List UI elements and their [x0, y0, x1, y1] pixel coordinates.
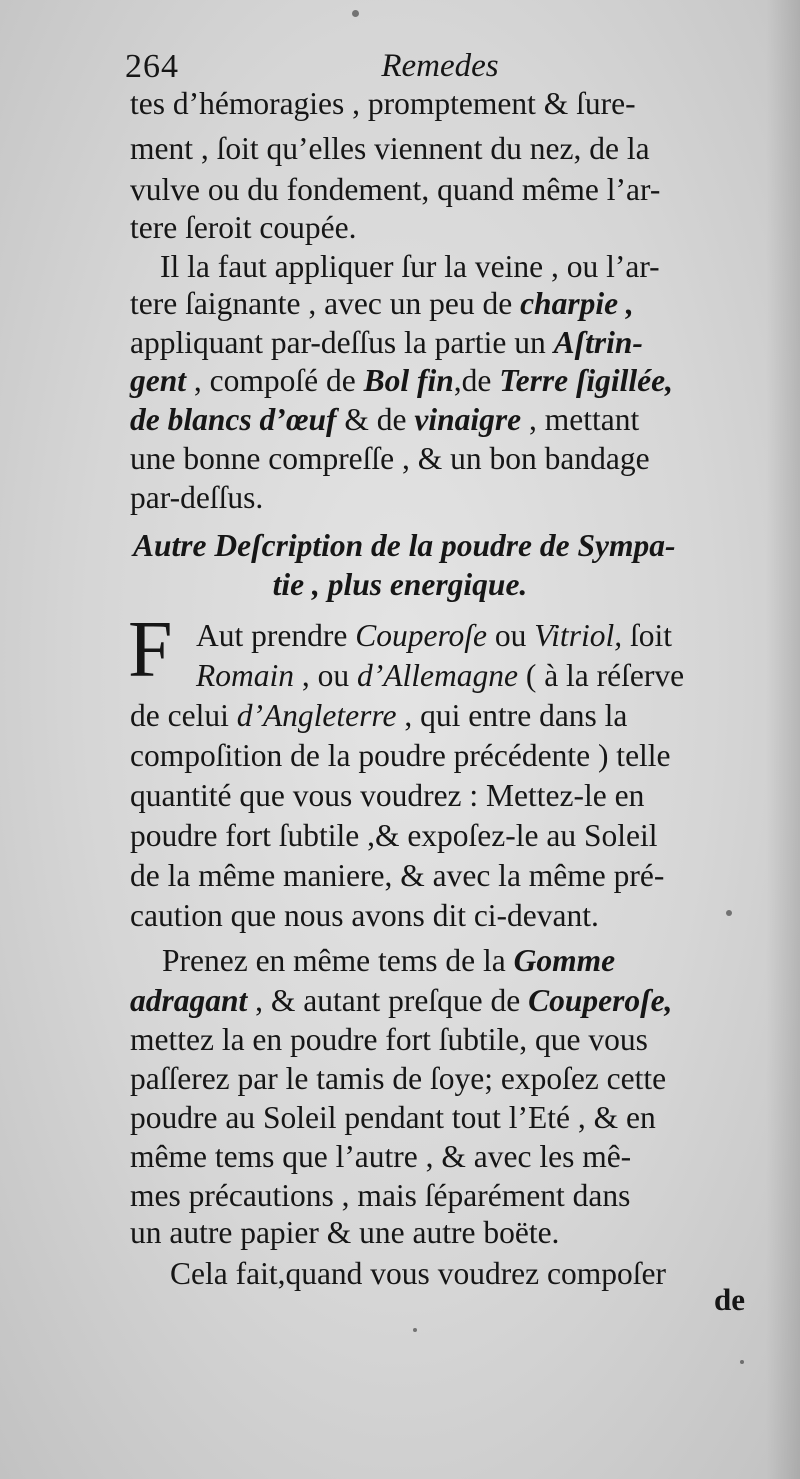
page-number: 264 — [125, 48, 179, 85]
text-line: Aut prendre Couperoſe ou Vitriol, ſoit — [196, 618, 672, 653]
paper-speck — [726, 910, 732, 916]
text-line: Prenez en même tems de la Gomme — [162, 943, 616, 978]
text-line: gent , compoſé de Bol fin,de Terre ſigillée, — [130, 363, 674, 398]
section-heading: tie , plus energique. — [272, 567, 528, 602]
paper-speck — [413, 1328, 417, 1332]
text-line: mettez la en poudre fort ſubtile, que vous — [130, 1022, 648, 1057]
text-line: caution que nous avons dit ci-devant. — [130, 898, 599, 933]
text-line: un autre papier & une autre boëte. — [130, 1215, 560, 1250]
section-heading: Autre Deſcription de la poudre de Sympa- — [133, 528, 676, 563]
text-line: appliquant par-deſſus la partie un Aſtrin- — [130, 325, 643, 360]
text-line: compoſition de la poudre précédente ) telle — [130, 738, 671, 773]
text-line: tes d’hémoragies , promptement & ſure- — [130, 86, 636, 121]
text-line: poudre fort ſubtile ,& expoſez-le au Soleil — [130, 818, 658, 853]
text-line: Il la faut appliquer ſur la veine , ou l’ar- — [160, 249, 660, 284]
drop-cap: F — [128, 606, 173, 694]
text-line: quantité que vous voudrez : Mettez-le en — [130, 778, 645, 813]
text-line: par-deſſus. — [130, 480, 264, 515]
text-line: paſſerez par le tamis de ſoye; expoſez cette — [130, 1061, 667, 1096]
text-line: ment , ſoit qu’elles viennent du nez, de la — [130, 131, 650, 166]
text-line: vulve ou du fondement, quand même l’ar- — [130, 172, 661, 207]
text-line: de la même maniere, & avec la même pré- — [130, 858, 665, 893]
text-line: même tems que l’autre , & avec les mê- — [130, 1139, 632, 1174]
text-line: une bonne compreſſe , & un bon bandage — [130, 441, 650, 476]
text-line: tere ſeroit coupée. — [130, 210, 357, 245]
text-line: Cela fait,quand vous voudrez compoſer — [170, 1256, 666, 1291]
text-line: de celui d’Angleterre , qui entre dans la — [130, 698, 628, 733]
running-title: Remedes — [381, 48, 499, 84]
text-line: tere ſaignante , avec un peu de charpie , — [130, 286, 634, 321]
text-line: Romain , ou d’Allemagne ( à la réſerve — [196, 658, 685, 693]
paper-speck — [740, 1360, 744, 1364]
paper-speck — [352, 10, 359, 17]
catchword: de — [714, 1282, 745, 1317]
text-line: poudre au Soleil pendant tout l’Eté , & en — [130, 1100, 656, 1135]
page-gutter-shadow — [766, 0, 800, 1479]
text-line: mes précautions , mais ſéparément dans — [130, 1178, 631, 1213]
text-line: de blancs d’œuf & de vinaigre , mettant — [130, 402, 640, 437]
text-line: adragant , & autant preſque de Couperoſe, — [130, 983, 673, 1018]
